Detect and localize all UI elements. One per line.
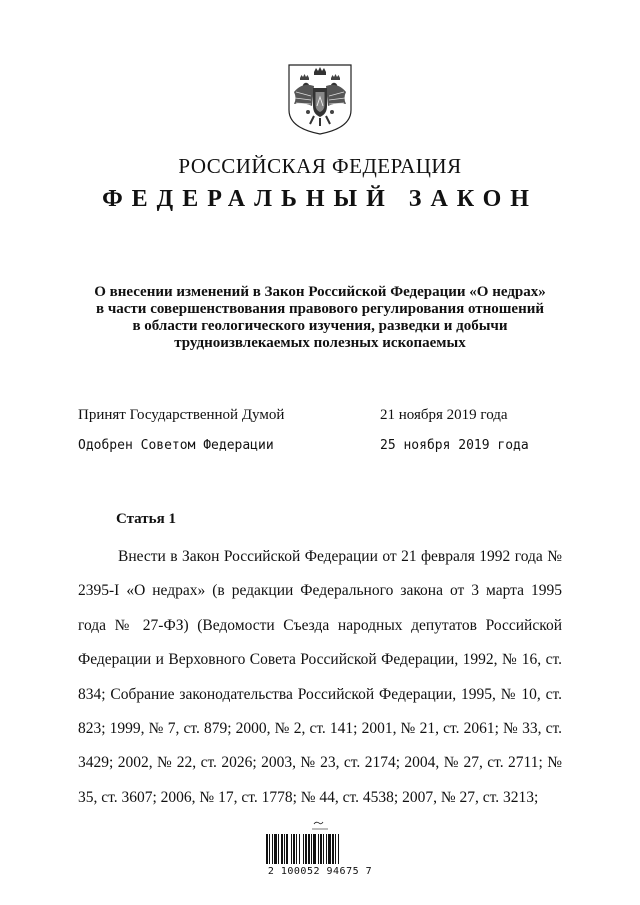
- document-type: ФЕДЕРАЛЬНЫЙ ЗАКОН: [102, 186, 538, 212]
- law-title-line: в части совершенствования правового регулирования отношений: [95, 301, 545, 317]
- law-title-line: трудноизвлекаемых полезных ископаемых: [174, 335, 466, 351]
- law-title-line: О внесении изменений в Закон Российской Федерации «О недрах»: [94, 284, 546, 300]
- adoption-date: 21 ноября 2019 года: [380, 407, 508, 423]
- article-title: Статья 1: [116, 511, 176, 527]
- country-name: РОССИЙСКАЯ ФЕДЕРАЦИЯ: [178, 154, 462, 178]
- adoption-duma-row: [78, 407, 578, 427]
- adoption-date: 25 ноября 2019 года: [380, 438, 529, 453]
- coat-of-arms-icon: [284, 62, 356, 136]
- law-title: [60, 284, 580, 352]
- adoption-label: Одобрен Советом Федерации: [78, 438, 274, 453]
- barcode-number: 2 100052 94675 7: [267, 866, 373, 877]
- adoption-label: Принят Государственной Думой: [78, 407, 285, 423]
- adoption-council-row: [78, 438, 578, 458]
- law-title-line: в области геологического изучения, разведки и добычи: [132, 318, 508, 334]
- article-body: Внести в Закон Российской Федерации от 21 февраля 1992 года № 2395-I «О недрах» (в редакции Федерального закона от 3 марта 1995 года № 27-ФЗ) (Ведомости Съезда народных депутатов Российской Федерации и Верховного Совета Российской Федерации, 1992, № 16, ст. 834; Собрание законодательства Российской Федерации, 1995, № 10, ст. 823; 1999, № 7, ст. 879; 2000, № 2, ст. 141; 2001, № 21, ст. 2061; № 33, ст. 3429; 2002, № 22, ст. 2026; 2003, № 23, ст. 2174; 2004, № 27, ст. 2711; № 35, ст. 3607; 2006, № 17, ст. 1778; № 44, ст. 4538; 2007, № 27, ст. 3213;: [78, 548, 562, 806]
